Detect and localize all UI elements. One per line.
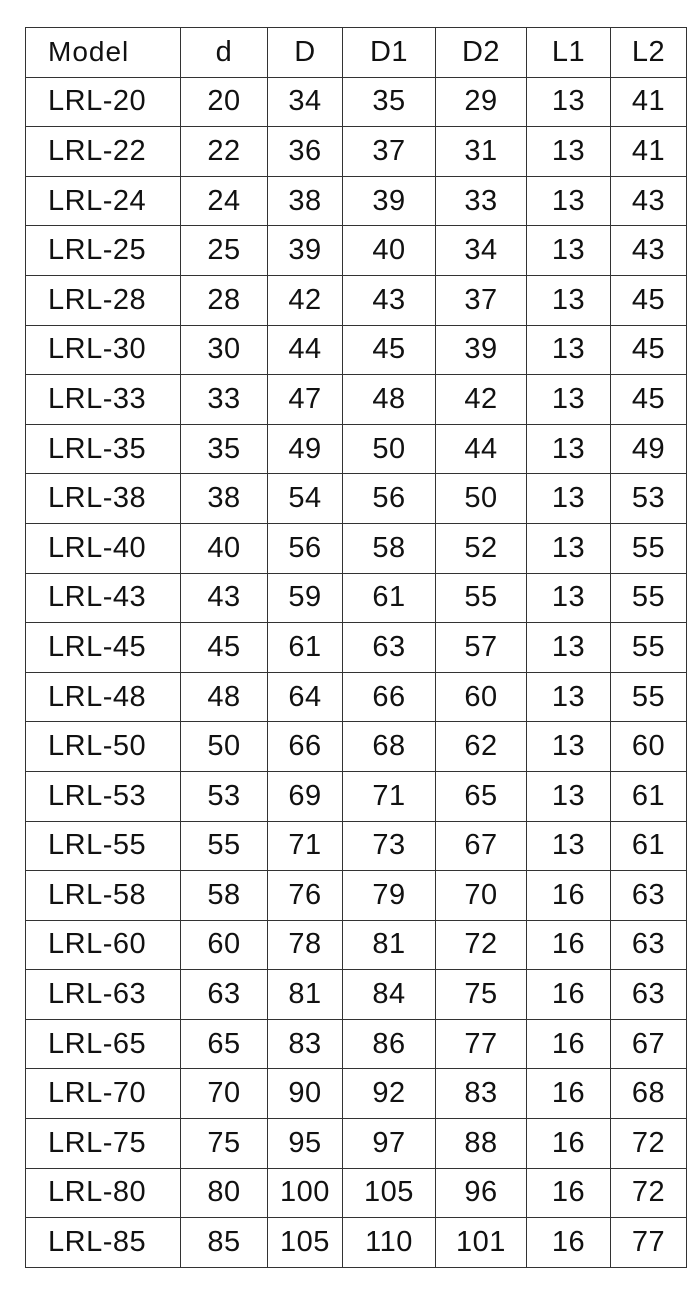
cell-D: 54 bbox=[268, 474, 343, 524]
cell-L2: 45 bbox=[611, 275, 687, 325]
cell-L1: 13 bbox=[527, 573, 611, 623]
cell-D1: 63 bbox=[343, 623, 436, 673]
cell-D2: 60 bbox=[436, 672, 527, 722]
cell-L1: 16 bbox=[527, 1069, 611, 1119]
cell-d: 60 bbox=[181, 920, 268, 970]
cell-D1: 71 bbox=[343, 771, 436, 821]
cell-model: LRL-55 bbox=[26, 821, 181, 871]
cell-D: 71 bbox=[268, 821, 343, 871]
cell-L1: 13 bbox=[527, 722, 611, 772]
cell-L2: 41 bbox=[611, 127, 687, 177]
table-row bbox=[26, 771, 687, 821]
cell-L1: 16 bbox=[527, 1119, 611, 1169]
cell-D1: 81 bbox=[343, 920, 436, 970]
cell-d: 40 bbox=[181, 523, 268, 573]
cell-D2: 70 bbox=[436, 871, 527, 921]
cell-L1: 13 bbox=[527, 672, 611, 722]
cell-D2: 62 bbox=[436, 722, 527, 772]
cell-D1: 45 bbox=[343, 325, 436, 375]
cell-D2: 44 bbox=[436, 424, 527, 474]
cell-D1: 68 bbox=[343, 722, 436, 772]
cell-L2: 49 bbox=[611, 424, 687, 474]
cell-L2: 77 bbox=[611, 1218, 687, 1268]
cell-D: 69 bbox=[268, 771, 343, 821]
cell-d: 30 bbox=[181, 325, 268, 375]
cell-d: 38 bbox=[181, 474, 268, 524]
header-D1: D1 bbox=[343, 28, 436, 78]
cell-D2: 83 bbox=[436, 1069, 527, 1119]
cell-model: LRL-60 bbox=[26, 920, 181, 970]
cell-model: LRL-75 bbox=[26, 1119, 181, 1169]
cell-D: 59 bbox=[268, 573, 343, 623]
cell-d: 85 bbox=[181, 1218, 268, 1268]
cell-d: 55 bbox=[181, 821, 268, 871]
cell-D: 42 bbox=[268, 275, 343, 325]
cell-D1: 84 bbox=[343, 970, 436, 1020]
cell-d: 20 bbox=[181, 77, 268, 127]
cell-D: 44 bbox=[268, 325, 343, 375]
cell-model: LRL-28 bbox=[26, 275, 181, 325]
cell-D1: 39 bbox=[343, 176, 436, 226]
cell-d: 58 bbox=[181, 871, 268, 921]
table-row bbox=[26, 275, 687, 325]
cell-model: LRL-25 bbox=[26, 226, 181, 276]
cell-D2: 67 bbox=[436, 821, 527, 871]
cell-D: 34 bbox=[268, 77, 343, 127]
cell-D2: 29 bbox=[436, 77, 527, 127]
table-body bbox=[26, 77, 687, 1267]
cell-D2: 65 bbox=[436, 771, 527, 821]
cell-D2: 52 bbox=[436, 523, 527, 573]
cell-L1: 13 bbox=[527, 771, 611, 821]
cell-L2: 61 bbox=[611, 821, 687, 871]
cell-d: 24 bbox=[181, 176, 268, 226]
cell-model: LRL-45 bbox=[26, 623, 181, 673]
cell-D2: 39 bbox=[436, 325, 527, 375]
cell-D2: 72 bbox=[436, 920, 527, 970]
cell-model: LRL-30 bbox=[26, 325, 181, 375]
cell-D: 49 bbox=[268, 424, 343, 474]
table-row bbox=[26, 1218, 687, 1268]
cell-d: 25 bbox=[181, 226, 268, 276]
cell-L2: 68 bbox=[611, 1069, 687, 1119]
cell-D2: 31 bbox=[436, 127, 527, 177]
cell-D1: 35 bbox=[343, 77, 436, 127]
cell-d: 50 bbox=[181, 722, 268, 772]
cell-d: 48 bbox=[181, 672, 268, 722]
cell-L2: 72 bbox=[611, 1119, 687, 1169]
cell-D1: 37 bbox=[343, 127, 436, 177]
cell-D1: 58 bbox=[343, 523, 436, 573]
cell-D2: 75 bbox=[436, 970, 527, 1020]
cell-L2: 55 bbox=[611, 523, 687, 573]
cell-L1: 16 bbox=[527, 1168, 611, 1218]
cell-d: 70 bbox=[181, 1069, 268, 1119]
cell-L2: 55 bbox=[611, 573, 687, 623]
cell-d: 43 bbox=[181, 573, 268, 623]
table-row bbox=[26, 226, 687, 276]
cell-D: 61 bbox=[268, 623, 343, 673]
cell-model: LRL-38 bbox=[26, 474, 181, 524]
cell-D1: 61 bbox=[343, 573, 436, 623]
cell-D1: 105 bbox=[343, 1168, 436, 1218]
cell-L1: 13 bbox=[527, 127, 611, 177]
cell-model: LRL-85 bbox=[26, 1218, 181, 1268]
cell-D: 100 bbox=[268, 1168, 343, 1218]
table-row bbox=[26, 1069, 687, 1119]
table-row bbox=[26, 523, 687, 573]
cell-D: 47 bbox=[268, 375, 343, 425]
cell-d: 28 bbox=[181, 275, 268, 325]
cell-D1: 66 bbox=[343, 672, 436, 722]
cell-D1: 86 bbox=[343, 1019, 436, 1069]
cell-D2: 96 bbox=[436, 1168, 527, 1218]
table-row bbox=[26, 325, 687, 375]
cell-L1: 13 bbox=[527, 226, 611, 276]
cell-L1: 16 bbox=[527, 871, 611, 921]
cell-L2: 53 bbox=[611, 474, 687, 524]
cell-d: 75 bbox=[181, 1119, 268, 1169]
cell-L2: 41 bbox=[611, 77, 687, 127]
cell-model: LRL-35 bbox=[26, 424, 181, 474]
header-d: d bbox=[181, 28, 268, 78]
table-row bbox=[26, 920, 687, 970]
cell-L2: 45 bbox=[611, 325, 687, 375]
cell-D1: 43 bbox=[343, 275, 436, 325]
header-model: Model bbox=[26, 28, 181, 78]
cell-L2: 72 bbox=[611, 1168, 687, 1218]
cell-d: 35 bbox=[181, 424, 268, 474]
cell-L2: 43 bbox=[611, 226, 687, 276]
cell-D1: 79 bbox=[343, 871, 436, 921]
cell-L2: 61 bbox=[611, 771, 687, 821]
cell-D2: 88 bbox=[436, 1119, 527, 1169]
spec-table bbox=[25, 27, 687, 1268]
cell-D1: 110 bbox=[343, 1218, 436, 1268]
table-row bbox=[26, 573, 687, 623]
table-row bbox=[26, 176, 687, 226]
cell-L1: 16 bbox=[527, 920, 611, 970]
cell-D2: 55 bbox=[436, 573, 527, 623]
cell-D2: 42 bbox=[436, 375, 527, 425]
cell-model: LRL-53 bbox=[26, 771, 181, 821]
cell-D: 66 bbox=[268, 722, 343, 772]
cell-D2: 33 bbox=[436, 176, 527, 226]
cell-L1: 13 bbox=[527, 176, 611, 226]
cell-L2: 55 bbox=[611, 623, 687, 673]
table-row bbox=[26, 821, 687, 871]
cell-D: 36 bbox=[268, 127, 343, 177]
table-row bbox=[26, 623, 687, 673]
cell-D2: 34 bbox=[436, 226, 527, 276]
cell-model: LRL-80 bbox=[26, 1168, 181, 1218]
cell-L1: 13 bbox=[527, 474, 611, 524]
table-row bbox=[26, 970, 687, 1020]
table-row bbox=[26, 1168, 687, 1218]
cell-L1: 16 bbox=[527, 970, 611, 1020]
cell-D: 78 bbox=[268, 920, 343, 970]
cell-L1: 13 bbox=[527, 424, 611, 474]
cell-D1: 48 bbox=[343, 375, 436, 425]
table-row bbox=[26, 375, 687, 425]
header-row bbox=[26, 28, 687, 78]
cell-D: 105 bbox=[268, 1218, 343, 1268]
cell-D1: 97 bbox=[343, 1119, 436, 1169]
cell-D1: 92 bbox=[343, 1069, 436, 1119]
cell-L2: 60 bbox=[611, 722, 687, 772]
cell-model: LRL-40 bbox=[26, 523, 181, 573]
cell-d: 65 bbox=[181, 1019, 268, 1069]
table-row bbox=[26, 1019, 687, 1069]
cell-model: LRL-58 bbox=[26, 871, 181, 921]
cell-model: LRL-33 bbox=[26, 375, 181, 425]
cell-D: 56 bbox=[268, 523, 343, 573]
table-row bbox=[26, 1119, 687, 1169]
cell-model: LRL-43 bbox=[26, 573, 181, 623]
cell-D2: 101 bbox=[436, 1218, 527, 1268]
cell-L1: 13 bbox=[527, 821, 611, 871]
cell-L1: 13 bbox=[527, 325, 611, 375]
cell-L2: 67 bbox=[611, 1019, 687, 1069]
cell-model: LRL-22 bbox=[26, 127, 181, 177]
cell-L2: 43 bbox=[611, 176, 687, 226]
cell-d: 80 bbox=[181, 1168, 268, 1218]
header-L1: L1 bbox=[527, 28, 611, 78]
cell-model: LRL-70 bbox=[26, 1069, 181, 1119]
table-row bbox=[26, 871, 687, 921]
table-row bbox=[26, 474, 687, 524]
cell-d: 33 bbox=[181, 375, 268, 425]
table-row bbox=[26, 672, 687, 722]
header-D: D bbox=[268, 28, 343, 78]
cell-D: 64 bbox=[268, 672, 343, 722]
cell-D: 76 bbox=[268, 871, 343, 921]
cell-model: LRL-65 bbox=[26, 1019, 181, 1069]
cell-L2: 55 bbox=[611, 672, 687, 722]
cell-L2: 63 bbox=[611, 871, 687, 921]
cell-D2: 50 bbox=[436, 474, 527, 524]
cell-D: 81 bbox=[268, 970, 343, 1020]
cell-D: 39 bbox=[268, 226, 343, 276]
cell-L2: 45 bbox=[611, 375, 687, 425]
header-L2: L2 bbox=[611, 28, 687, 78]
cell-D: 38 bbox=[268, 176, 343, 226]
table-row bbox=[26, 722, 687, 772]
cell-D: 95 bbox=[268, 1119, 343, 1169]
cell-D2: 57 bbox=[436, 623, 527, 673]
cell-L2: 63 bbox=[611, 970, 687, 1020]
table-row bbox=[26, 127, 687, 177]
cell-L1: 13 bbox=[527, 623, 611, 673]
cell-D1: 56 bbox=[343, 474, 436, 524]
cell-D: 83 bbox=[268, 1019, 343, 1069]
header-D2: D2 bbox=[436, 28, 527, 78]
cell-model: LRL-63 bbox=[26, 970, 181, 1020]
cell-L2: 63 bbox=[611, 920, 687, 970]
cell-D2: 77 bbox=[436, 1019, 527, 1069]
cell-model: LRL-20 bbox=[26, 77, 181, 127]
cell-L1: 16 bbox=[527, 1218, 611, 1268]
cell-D: 90 bbox=[268, 1069, 343, 1119]
cell-D2: 37 bbox=[436, 275, 527, 325]
cell-D1: 73 bbox=[343, 821, 436, 871]
cell-d: 53 bbox=[181, 771, 268, 821]
cell-L1: 13 bbox=[527, 77, 611, 127]
table-row bbox=[26, 77, 687, 127]
cell-model: LRL-48 bbox=[26, 672, 181, 722]
cell-D1: 50 bbox=[343, 424, 436, 474]
cell-d: 63 bbox=[181, 970, 268, 1020]
table-row bbox=[26, 424, 687, 474]
cell-model: LRL-50 bbox=[26, 722, 181, 772]
cell-d: 22 bbox=[181, 127, 268, 177]
cell-d: 45 bbox=[181, 623, 268, 673]
cell-L1: 16 bbox=[527, 1019, 611, 1069]
cell-L1: 13 bbox=[527, 523, 611, 573]
cell-D1: 40 bbox=[343, 226, 436, 276]
cell-model: LRL-24 bbox=[26, 176, 181, 226]
cell-L1: 13 bbox=[527, 275, 611, 325]
cell-L1: 13 bbox=[527, 375, 611, 425]
